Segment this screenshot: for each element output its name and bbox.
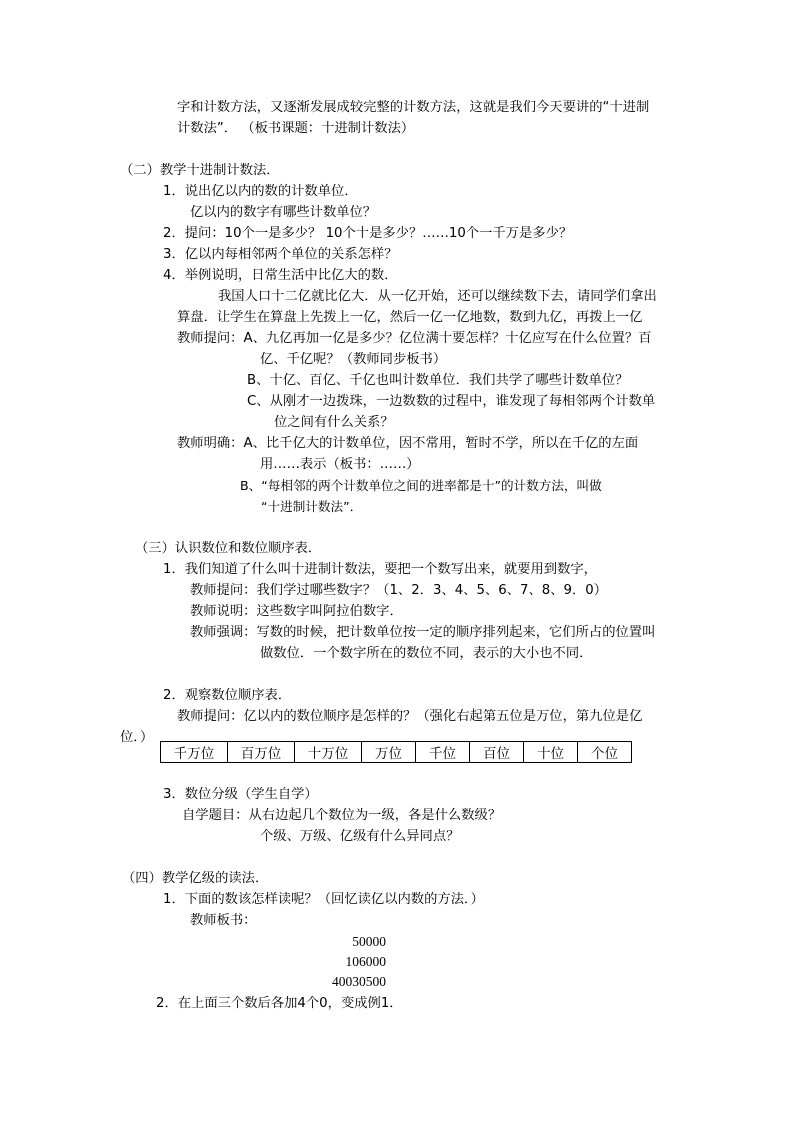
paragraph-line-1: 我国人口十二亿就比亿大．从一亿开始，还可以继续数下去，请同学们拿出 [218, 289, 657, 304]
section-2-heading: （二）教学十进制计数法． [120, 163, 280, 178]
place-value-cell: 万位 [362, 742, 416, 763]
place-value-cell: 千位 [416, 742, 470, 763]
teacher-clarify-a-line-1: 教师明确：A、比千亿大的计数单位，因不常用，暂时不学，所以在千亿的左面 [177, 436, 639, 451]
step-2: 2．观察数位顺序表． [163, 688, 292, 703]
part-4-step-1: 1．下面的数该怎样读呢？（回忆读亿以内数的方法．） [163, 892, 484, 907]
paragraph-line-2: 算盘．让学生在算盘上先拨上一亿，然后一亿一亿地数，数到九亿，再拨上一亿 [177, 310, 643, 325]
teacher-clarify-b-line-2: “十进制计数法”． [261, 499, 363, 514]
teacher-ask-b: B、十亿、百亿、千亿也叫计数单位．我们共学了哪些计数单位？ [247, 373, 629, 388]
step-2-teacher-ask-line-1: 教师提问：亿以内的数位顺序是怎样的？（强化右起第五位是万位，第九位是亿 [177, 709, 643, 724]
place-value-cell: 个位 [578, 742, 632, 763]
place-value-cell: 十位 [524, 742, 578, 763]
place-value-cell: 千万位 [161, 742, 228, 763]
example-number: 40030500 [332, 974, 386, 989]
teacher-clarify-b-line-1: B、“每相邻的两个计数单位之间的进率都是十”的计数方法，叫做 [240, 478, 602, 493]
step-1-teacher-explain: 教师说明：这些数字叫阿拉伯数字． [190, 604, 403, 619]
place-value-cell: 百位 [470, 742, 524, 763]
teacher-ask-c-line-1: C、从刚才一边拨珠，一边数数的过程中，谁发现了每相邻两个计数单 [247, 394, 656, 409]
place-value-cell: 十万位 [295, 742, 362, 763]
example-number: 50000 [352, 934, 386, 949]
step-2-teacher-ask-line-2: 位．） [120, 730, 154, 745]
step-3-self-study-line-2: 个级、万级、亿级有什么异同点？ [260, 829, 460, 844]
teacher-board-label: 教师板书： [190, 913, 257, 928]
q1: 1．说出亿以内的数的计数单位． [163, 184, 358, 199]
step-1-teacher-stress-line-2: 做数位．一个数字所在的数位不同，表示的大小也不同． [260, 646, 593, 661]
q3: 3．亿以内每相邻两个单位的关系怎样？ [163, 247, 398, 262]
q4: 4．举例说明，日常生活中比亿大的数． [163, 268, 398, 283]
step-3-self-study-line-1: 自学题目：从右边起几个数位为一级，各是什么数级？ [182, 808, 502, 823]
step-1: 1．我们知道了什么叫十进制计数法，要把一个数写出来，就要用到数字， [163, 562, 597, 577]
intro-line-1: 字和计数方法，又逐渐发展成较完整的计数方法，这就是我们今天要讲的“十进制 [177, 100, 650, 115]
place-value-table [160, 741, 632, 763]
teacher-clarify-a-line-2: 用……表示（板书：……） [260, 457, 420, 472]
section-3-heading: （三）认识数位和数位顺序表． [135, 541, 322, 556]
step-1-teacher-ask: 教师提问：我们学过哪些数字？（1、2．3、4、5、6、7、8、9．0） [190, 583, 608, 598]
place-value-cell: 百万位 [228, 742, 295, 763]
teacher-ask-a-line-2: 亿、千亿呢？（教师同步板书） [260, 352, 447, 367]
step-1-teacher-stress-line-1: 教师强调：写数的时候，把计数单位按一定的顺序排列起来，它们所占的位置叫 [190, 625, 656, 640]
example-number: 106000 [345, 954, 386, 969]
section-4-heading: （四）教学亿级的读法． [122, 871, 269, 886]
step-3: 3．数位分级（学生自学） [163, 787, 318, 802]
teacher-ask-c-line-2: 位之间有什么关系？ [274, 415, 394, 430]
q1-answer: 亿以内的数字有哪些计数单位？ [190, 205, 377, 220]
part-4-step-2: 2．在上面三个数后各加4个0，变成例1． [156, 996, 403, 1011]
place-value-row [161, 742, 632, 763]
teacher-ask-a-line-1: 教师提问：A、九亿再加一亿是多少？亿位满十要怎样？十亿应写在什么位置？百 [177, 331, 652, 346]
q2: 2．提问：10个一是多少？ 10个十是多少？……10个一千万是多少？ [163, 226, 573, 241]
intro-line-2: 计数法”． （板书课题：十进制计数法） [177, 121, 415, 136]
